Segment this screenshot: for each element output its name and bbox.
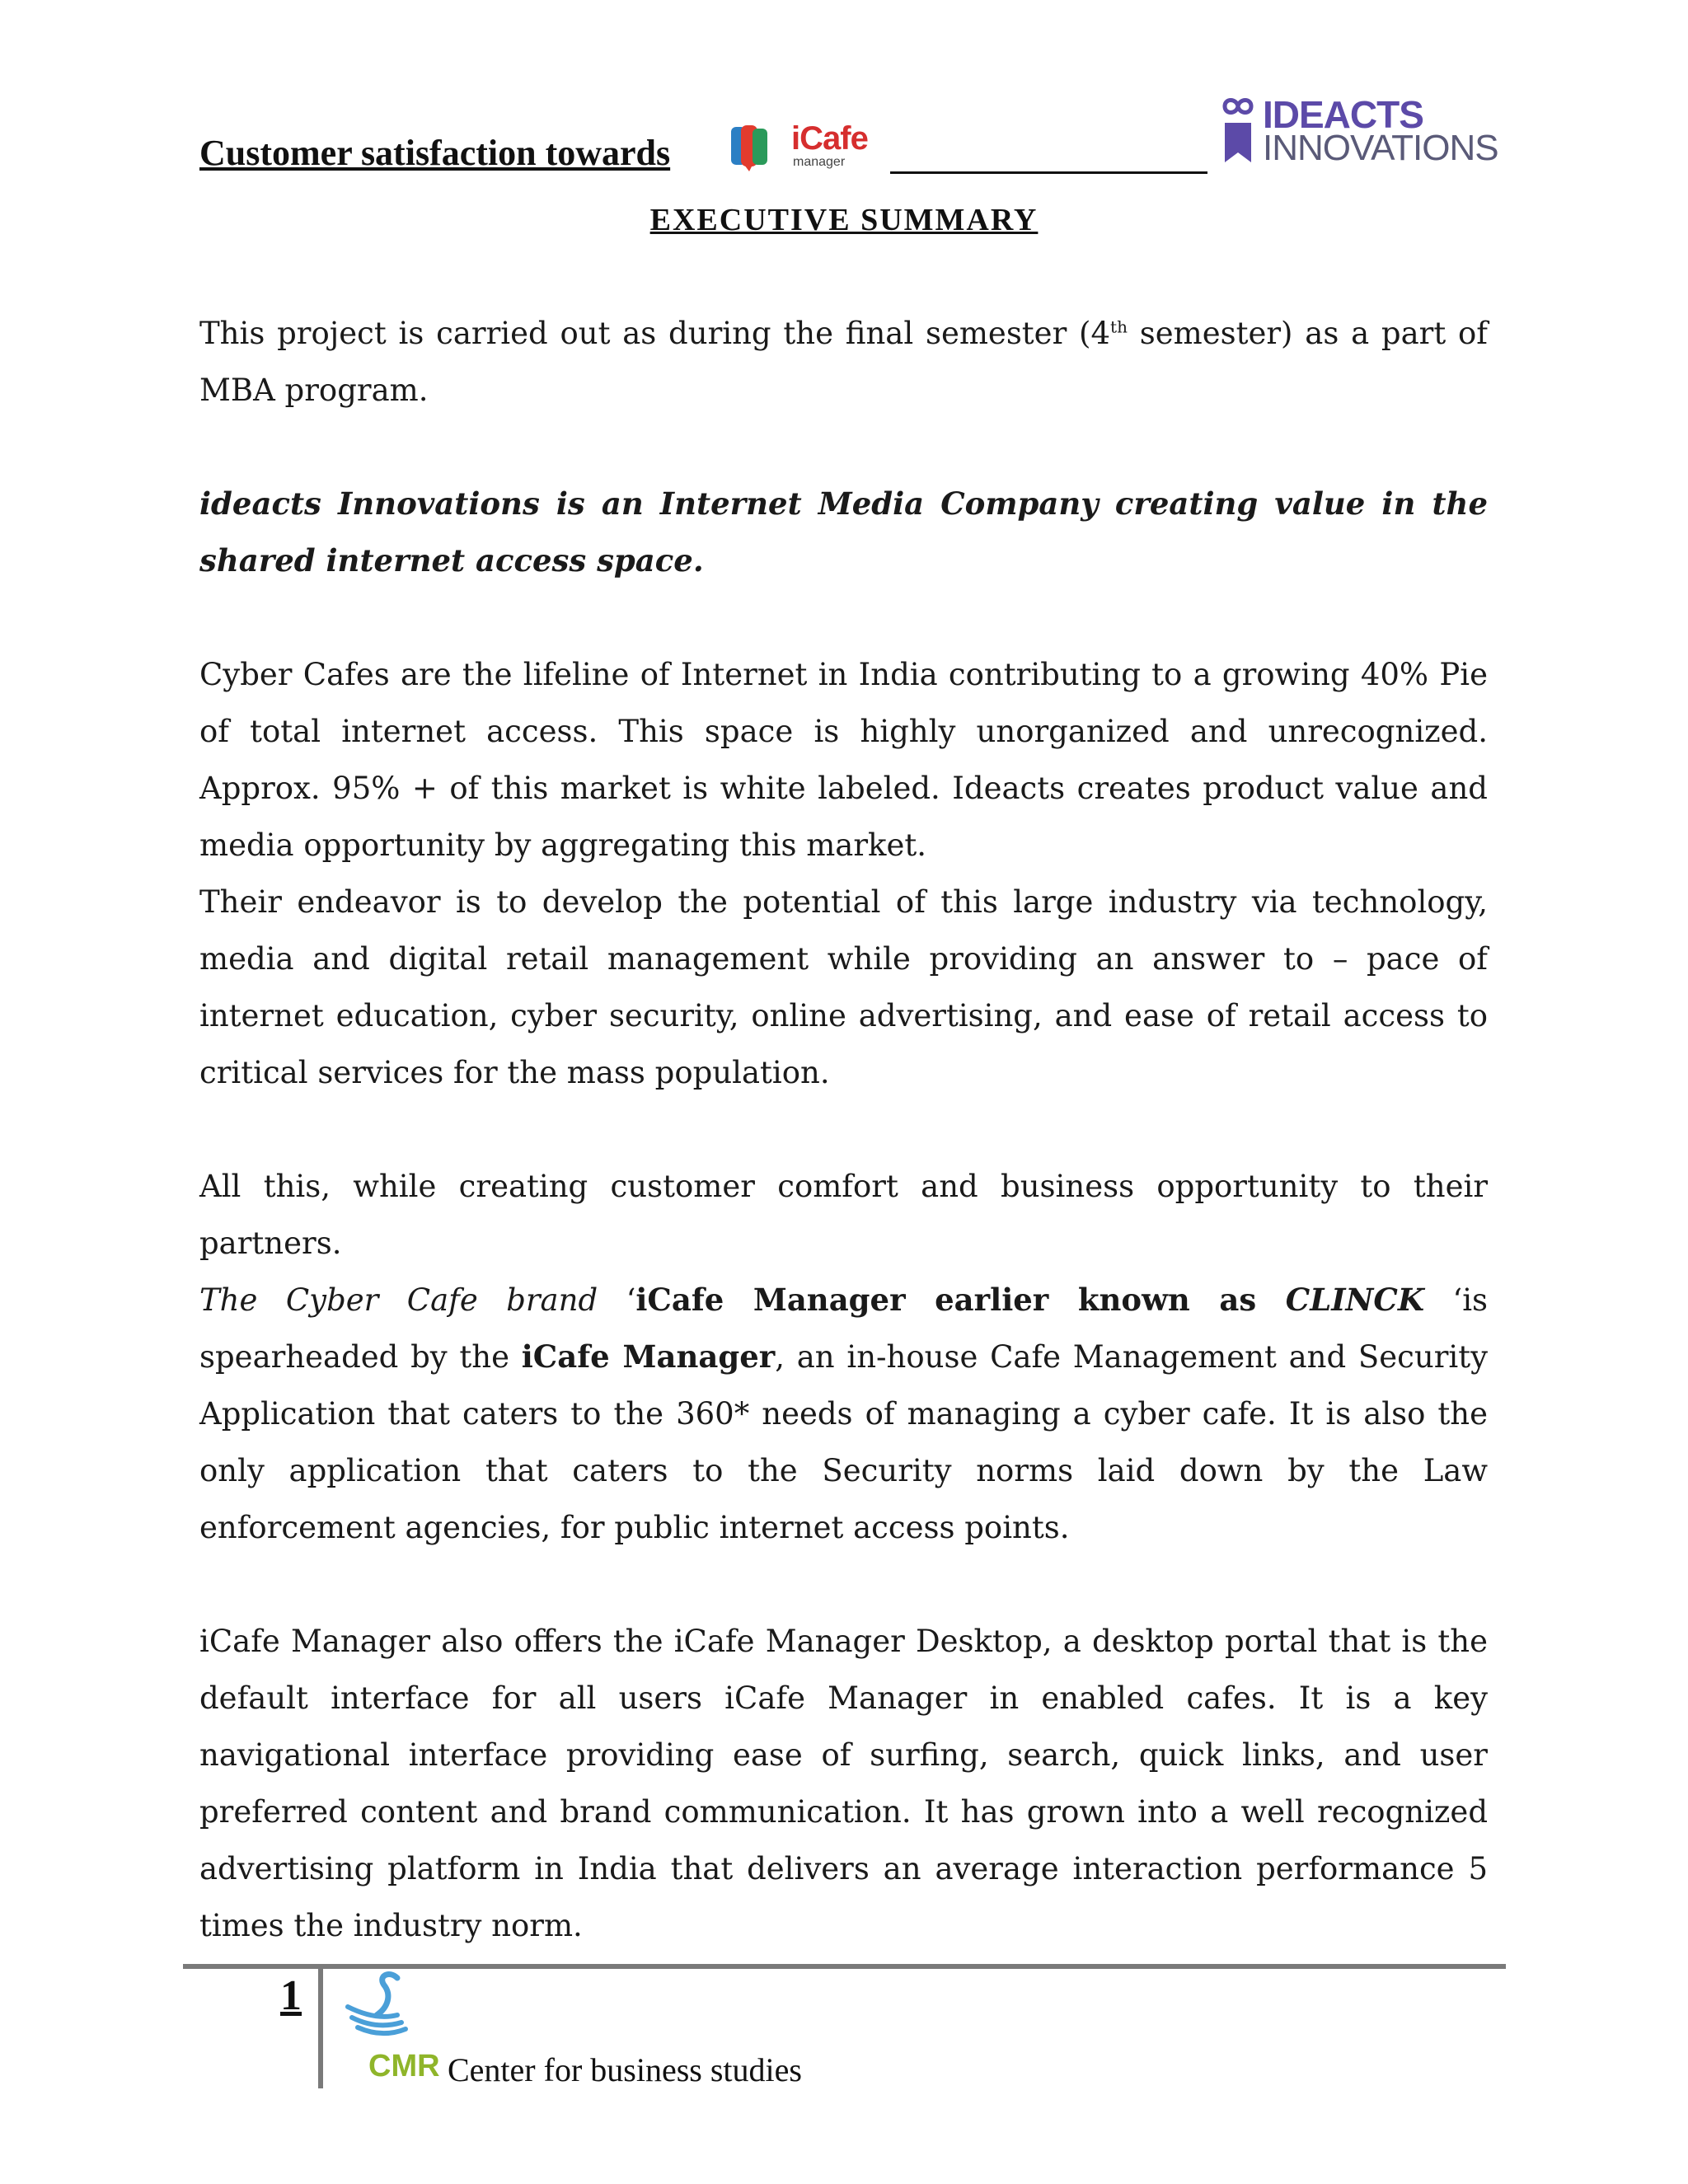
p6-text-f: iCafe Manager [521, 1338, 776, 1375]
paragraph-comfort: All this, while creating customer comfort and business opportunity to their partners. [199, 1169, 1488, 1261]
paragraph-brand [199, 1272, 1488, 1556]
paragraph-desktop: iCafe Manager also offers the iCafe Manager Desktop, a desktop portal that is the default interface for all users iCafe Manager in enabled cafes. It is a key navigational interface providing ease of surfing, search, quick links, and user preferred content and brand communication. It has grown into a well recognized advertising platform in India that delivers an average interaction performance 5 times the industry norm. [199, 1624, 1488, 1943]
cmr-logo-text: CMR [368, 2049, 440, 2083]
paragraph-intro [199, 305, 1488, 419]
p6-text-d: CLINCK [1285, 1282, 1424, 1318]
p1-text-b: semester) as a part of MBA program. [199, 316, 1488, 408]
p6-text-e: ‘is spearheaded by the [199, 1282, 1489, 1375]
footer-rule [183, 1964, 1506, 1969]
p6-text-c: iCafe Manager earlier known as [635, 1282, 1286, 1318]
p6-text-b: ‘ [598, 1282, 636, 1318]
header-underline-rule [890, 171, 1207, 174]
paragraph-endeavor: Their endeavor is to develop the potential of this large industry via technology, media and digital retail management while providing an answer to – pace of internet education, cyber security, online advertising, and ease of retail access to critical services for the mass population. [199, 884, 1488, 1090]
section-title: EXECUTIVE SUMMARY [649, 203, 1039, 237]
p1-superscript: th [1110, 316, 1128, 337]
paragraph-company: ideacts Innovations is an Internet Media Company creating value in the shared internet access space. [199, 485, 1488, 579]
ideacts-logo-bottom: INNOVATIONS [1263, 128, 1498, 168]
footer-vertical-rule [318, 1969, 323, 2088]
p6-text-g: , an in-house Cafe Management and Security Application that caters to the 360* needs of managing a cyber cafe. It is also the only application that caters to the Security norms laid down by the Law enforcement agencies, for public internet access points. [199, 1339, 1488, 1545]
ideacts-infinity-icon [1218, 95, 1259, 169]
page-number: 1 [280, 1972, 302, 2019]
icafe-logo-text: iCafe [791, 120, 868, 157]
icafe-logo-sub: manager [793, 155, 846, 169]
summary-body [199, 305, 1488, 1954]
cmr-swan-icon [340, 1970, 438, 2052]
ideacts-logo-top: IDEACTS [1263, 93, 1423, 136]
paragraph-cyber-cafes: Cyber Cafes are the lifeline of Internet in India contributing to a growing 40% Pie of total internet access. This space is highly unorganized and unrecognized. Approx. 95% + of this market is white labeled. Ideacts creates product value and media opportunity by aggregating this market. [199, 657, 1488, 863]
p6-text-a: The Cyber Cafe brand [199, 1282, 598, 1318]
institution-name: Center for business studies [448, 2051, 802, 2088]
report-title: Customer satisfaction towards [199, 133, 671, 173]
p1-text-a: This project is carried out as during the final semester (4 [199, 316, 1111, 351]
